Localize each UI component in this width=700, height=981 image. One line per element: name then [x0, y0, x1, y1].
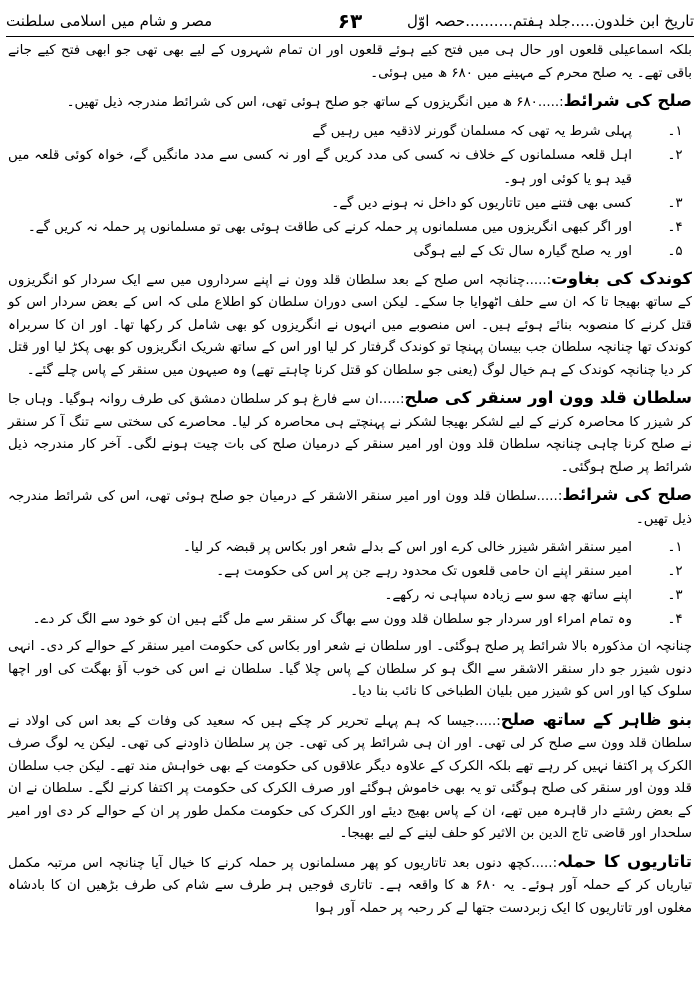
section-title: مصر و شام میں اسلامی سلطنت: [6, 12, 213, 30]
list-item: ۴۔ اور اگر کبھی انگریزوں میں مسلمانوں پر حملہ کرنے کی طاقت ہوئی بھی تو مسلمانوں پر حملہ نہ کریں گے۔: [27, 219, 683, 235]
paragraph-peace-terms-1: صلح کی شرائط:.....۶۸۰ ھ میں انگریزوں کے ساتھ جو صلح ہوئی تھی، اس کی شرائط مندرجہ ذیل تھیں۔: [66, 91, 692, 110]
heading-qalawun-sunqur: سلطان قلد وون اور سنقر کی صلح: [404, 388, 692, 407]
page-number: ۶۳: [337, 9, 363, 33]
book-title: تاریخ ابن خلدون.....جلد ہفتم..........حصہ اوّل: [407, 12, 694, 30]
paragraph-banu-zahir: بنو ظاہر کے ساتھ صلح:.....جیسا کہ ہم پہلے تحریر کر چکے ہیں کہ سعید کی وفات کے بعد اس کی اولاد نے سلطان قلد وون سے صلح کر لی تھی۔ اور ان ہی شرائط پر کی تھی۔ جن پر سلطان ذاودنے کی تھی۔ لیکن یہ لوگ صرف الکرک پر اکتفا نہیں کر رہے تھے بلکہ الکرک کے علاوہ دیگر علاقوں کی حکومت کے بھی خواہش مند تھے۔ لیکن جب سلطان قلد وون اور سنقر کی صلح ہوگئی تو یہ بھی خاموش ہوگئے اور صرف الکرک کی حکومت پر اکتفا کرنے لگے۔ سلطان نے ان کے بعض رشتے دار قاہرہ میں تھے، ان کے پاس بھیج دیئے اور الکرک کی حکومت مکمل طور پر ان کے حوالے کر دی اور امیر سلحدار اور قاضی تاج الدین بن الاثیر کو حلف لینے کے لیے بھیجا۔: [8, 709, 692, 841]
paragraph-conclusion: چنانچہ ان مذکورہ بالا شرائط پر صلح ہوگئی۔ اور سلطان نے شعر اور بکاس کی حکومت امیر سنقر کے حوالے کر دی۔ انہی دنوں شیزر جو دار سنقر الاشقر سے الگ ہو کر سلطان کے پاس چلا گیا۔ سلطان نے اس کی خوب آؤ بھگت کی اور اچھا سلوک کیا اور اس کو شیزر میں بلیان الطباخی کا نائب بنا دیا۔: [8, 639, 692, 699]
list-item: ۱۔ پہلی شرط یہ تھی کہ مسلمان گورنر لاذقیہ میں رہیں گے: [312, 123, 683, 139]
heading-peace-terms-2: صلح کی شرائط: [562, 485, 693, 504]
list-item: ۳۔ کسی بھی فتنے میں تاتاریوں کو داخل نہ ہونے دیں گے۔: [331, 195, 683, 211]
page-header: [6, 6, 694, 37]
list-item: ۱۔ امیر سنقر اشقر شیزر خالی کرے اور اس کے بدلے شعر اور بکاس پر قبضہ کر لیا۔: [183, 540, 683, 555]
paragraph-intro: بلکہ اسماعیلی قلعوں اور حال ہی میں فتح کیے ہوئے قلعوں اور ان تمام شہروں کے لیے بھی تھی جو ابھی فتح کیے جانے باقی تھے۔ یہ صلح محرم کے مہینے میں ۶۸۰ ھ میں ہوئی۔: [8, 43, 692, 81]
peace-terms-1-list: [8, 120, 692, 264]
heading-banu-zahir: بنو ظاہر کے ساتھ صلح: [500, 709, 692, 729]
peace-terms-2-list: [8, 536, 692, 632]
list-item: ۲۔ اہل قلعہ مسلمانوں کے خلاف نہ کسی کی مدد کریں گے اور نہ کسی سے مدد مانگیں گے، خواہ کوئی قلعہ میں قید ہو یا کوئی اور ہو۔: [8, 147, 683, 187]
heading-peace-terms-1: صلح کی شرائط: [563, 91, 692, 110]
paragraph-qalawun-sunqur: سلطان قلد وون اور سنقر کی صلح:.....ان سے فارغ ہو کر سلطان دمشق کی طرف روانہ ہوگیا۔ وہاں جا کر شیزر کا محاصرہ کرنے کے لیے لشکر بھیجا لشکر نے پہنچتے ہی محاصرہ کر لیا۔ محاصرے کی سختی سے تنگ آ کر سنقر نے صلح کرنا چاہی چنانچہ سلطان قلد وون اور امیر سنقر کے درمیان صلح کی بات چیت ہونے لگی۔ آخر کار مندرجہ ذیل شرائط پر صلح ہوگئی۔: [8, 388, 692, 475]
paragraph-tatar-attack: تاتاریوں کا حملہ:.....کچھ دنوں بعد تاتاریوں کو پھر مسلمانوں پر حملہ کرنے کا خیال آیا چنانچہ اس مرتبہ مکمل تیاریاں کر کے حملہ آور ہوئے۔ یہ ۶۸۰ ھ کا واقعہ ہے۔ تاتاری فوجیں ہر طرف سے شام کی طرف بڑھیں ان کا بادشاہ مغلوں اور تاتاریوں کا ایک زبردست جتھا لے کر رحبہ پر حملہ آور ہوا: [8, 851, 692, 916]
page-body: [8, 40, 692, 975]
list-item: ۴۔ وہ تمام امراء اور سردار جو سلطان قلد وون سے بھاگ کر سنقر سے مل گئے ہیں ان کو خود سے الگ کر دے۔: [32, 612, 683, 627]
paragraph-kundak-revolt: کوندک کی بغاوت:.....چنانچہ اس صلح کے بعد سلطان قلد وون نے اپنے سرداروں میں سے ایک سردار کو انگریزوں کے ساتھ بھیجا تا کہ ان سے حلف اٹھوایا جا سکے۔ لیکن اسی دوران سلطان کو اطلاع ملی کہ اس کے بعض سردار اس کو قتل کرنے کا منصوبہ بنائے ہوئے ہیں۔ اس منصوبے میں انہوں نے انگریزوں کو بھی شامل کر رکھا تھا۔ اور ان کا سربراہ کوندک تھا چنانچہ سلطان جب بیسان پہنچا تو کوندک گرفتار کر لیا اور اس کے ساتھ شریک انگریزوں کو بھی پکڑ لیا اور قتل کر دیا چنانچہ کوندک کے ہم خیال لوگ (یعنی جو سلطان کو قتل کرنا چاہتے تھے) وہ صیہون میں سنقر کے پاس چلے گئے۔: [8, 268, 692, 378]
heading-tatar-attack: تاتاریوں کا حملہ: [557, 851, 692, 871]
paragraph-peace-terms-2: صلح کی شرائط:.....سلطان قلد وون اور امیر سنقر الاشقر کے درمیان جو صلح ہوئی تھی، اس کی شرائط مندرجہ ذیل تھیں۔: [8, 485, 693, 527]
heading-kundak-revolt: کوندک کی بغاوت: [551, 268, 692, 288]
list-item: ۳۔ اپنے ساتھ چھ سو سے زیادہ سپاہی نہ رکھے۔: [384, 588, 683, 603]
list-item: ۲۔ امیر سنقر اپنے ان حامی قلعوں تک محدود رہے جن پر اس کی حکومت ہے۔: [216, 564, 683, 579]
list-item: ۵۔ اور یہ صلح گیارہ سال تک کے لیے ہوگی: [413, 243, 683, 259]
